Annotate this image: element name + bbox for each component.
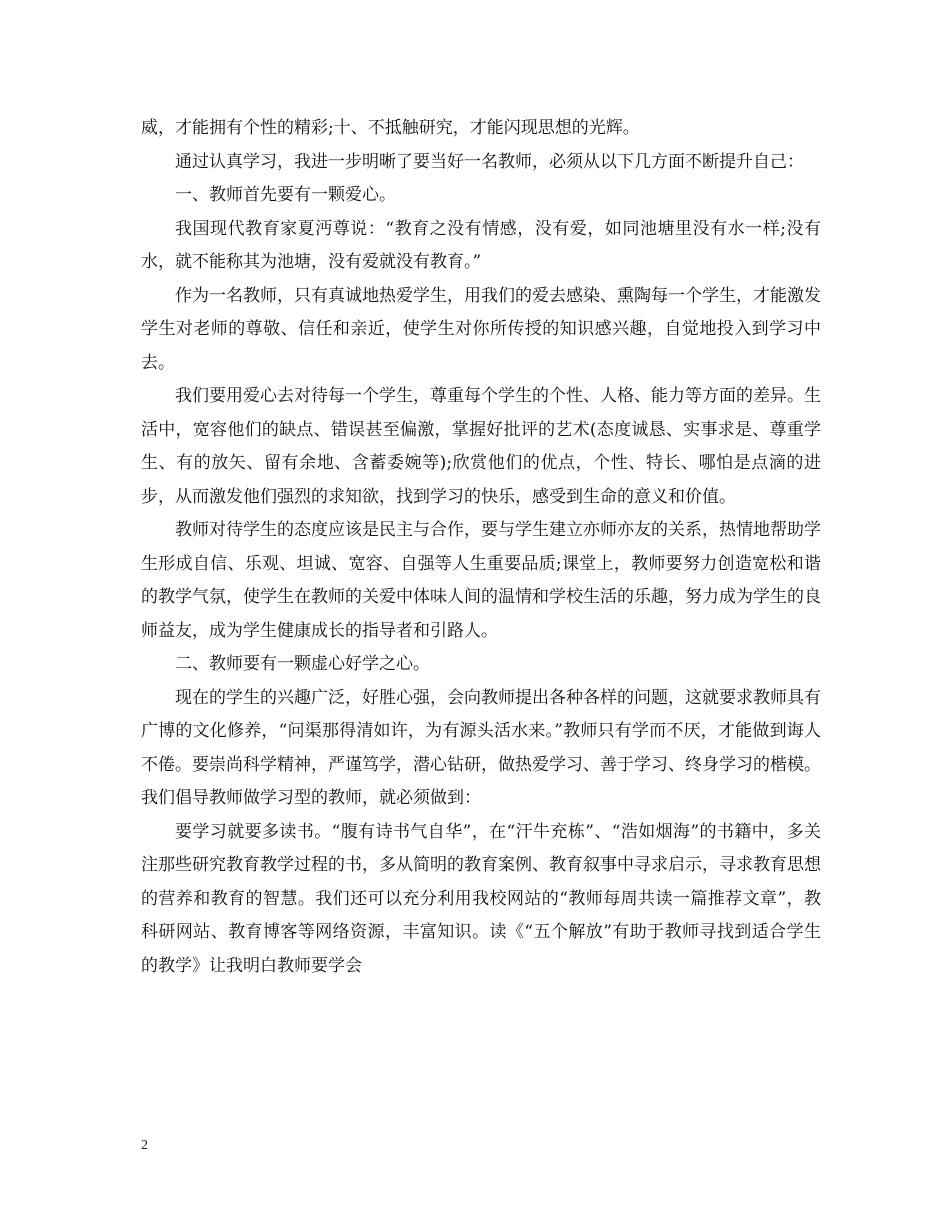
paragraph: 作为一名教师，只有真诚地热爱学生，用我们的爱去感染、熏陶每一个学生，才能激发学生对老师的尊敬、信任和亲近，使学生对你所传授的知识感兴趣，自觉地投入到学习中去。 [141, 285, 821, 373]
paragraph: 要学习就要多读书。“腹有诗书气自华”，在“汗牛充栋”、“浩如烟海”的书籍中，多关注那些研究教育教学过程的书，多从简明的教育案例、教育叙事中寻求启示，寻求教育思想的营养和教育的智慧。我们还可以充分利用我校网站的“教师每周共读一篇推荐文章”，教科研网站、教育博客等网络资源，丰富知识。读《“五个解放”有助于教师寻找到适合学生的教学》让我明白教师要学会 [141, 821, 821, 976]
paragraph: 现在的学生的兴趣广泛，好胜心强，会向教师提出各种各样的问题，这就要求教师具有广博的文化修养，“问渠那得清如许，为有源头活水来。”教师只有学而不厌，才能做到诲人不倦。要崇尚科学精神，严谨笃学，潜心钻研，做热爱学习、善于学习、终身学习的楷模。我们倡导教师做学习型的教师，就必须做到： [141, 687, 821, 808]
paragraph: 我国现代教育家夏沔尊说：“教育之没有情感，没有爱，如同池塘里没有水一样;没有水，就不能称其为池塘，没有爱就没有教育。” [141, 218, 821, 272]
document-body [141, 112, 821, 983]
paragraph: 教师对待学生的态度应该是民主与合作，要与学生建立亦师亦友的关系，热情地帮助学生形成自信、乐观、坦诚、宽容、自强等人生重要品质;课堂上，教师要努力创造宽松和谐的教学气氛，使学生在教师的关爱中体味人间的温情和学校生活的乐趣，努力成为学生的良师益友，成为学生健康成长的指导者和引路人。 [141, 520, 821, 641]
paragraph: 通过认真学习，我进一步明晰了要当好一名教师，必须从以下几方面不断提升自己： [175, 151, 804, 172]
section-heading-learning: 二、教师要有一颗虚心好学之心。 [175, 654, 430, 674]
paragraph-continuation: 威，才能拥有个性的精彩;十、不抵触研究，才能闪现思想的光辉。 [141, 118, 640, 138]
section-heading-love: 一、教师首先要有一颗爱心。 [175, 185, 396, 205]
paragraph: 我们要用爱心去对待每一个学生，尊重每个学生的个性、人格、能力等方面的差异。生活中，宽容他们的缺点、错误甚至偏激，掌握好批评的艺术(态度诚恳、实事求是、尊重学生、有的放矢、留有余地、含蓄委婉等);欣赏他们的优点，个性、特长、哪怕是点滴的进步，从而激发他们强烈的求知欲，找到学习的快乐，感受到生命的意义和价值。 [141, 386, 821, 507]
page-number: 2 [141, 1138, 148, 1153]
